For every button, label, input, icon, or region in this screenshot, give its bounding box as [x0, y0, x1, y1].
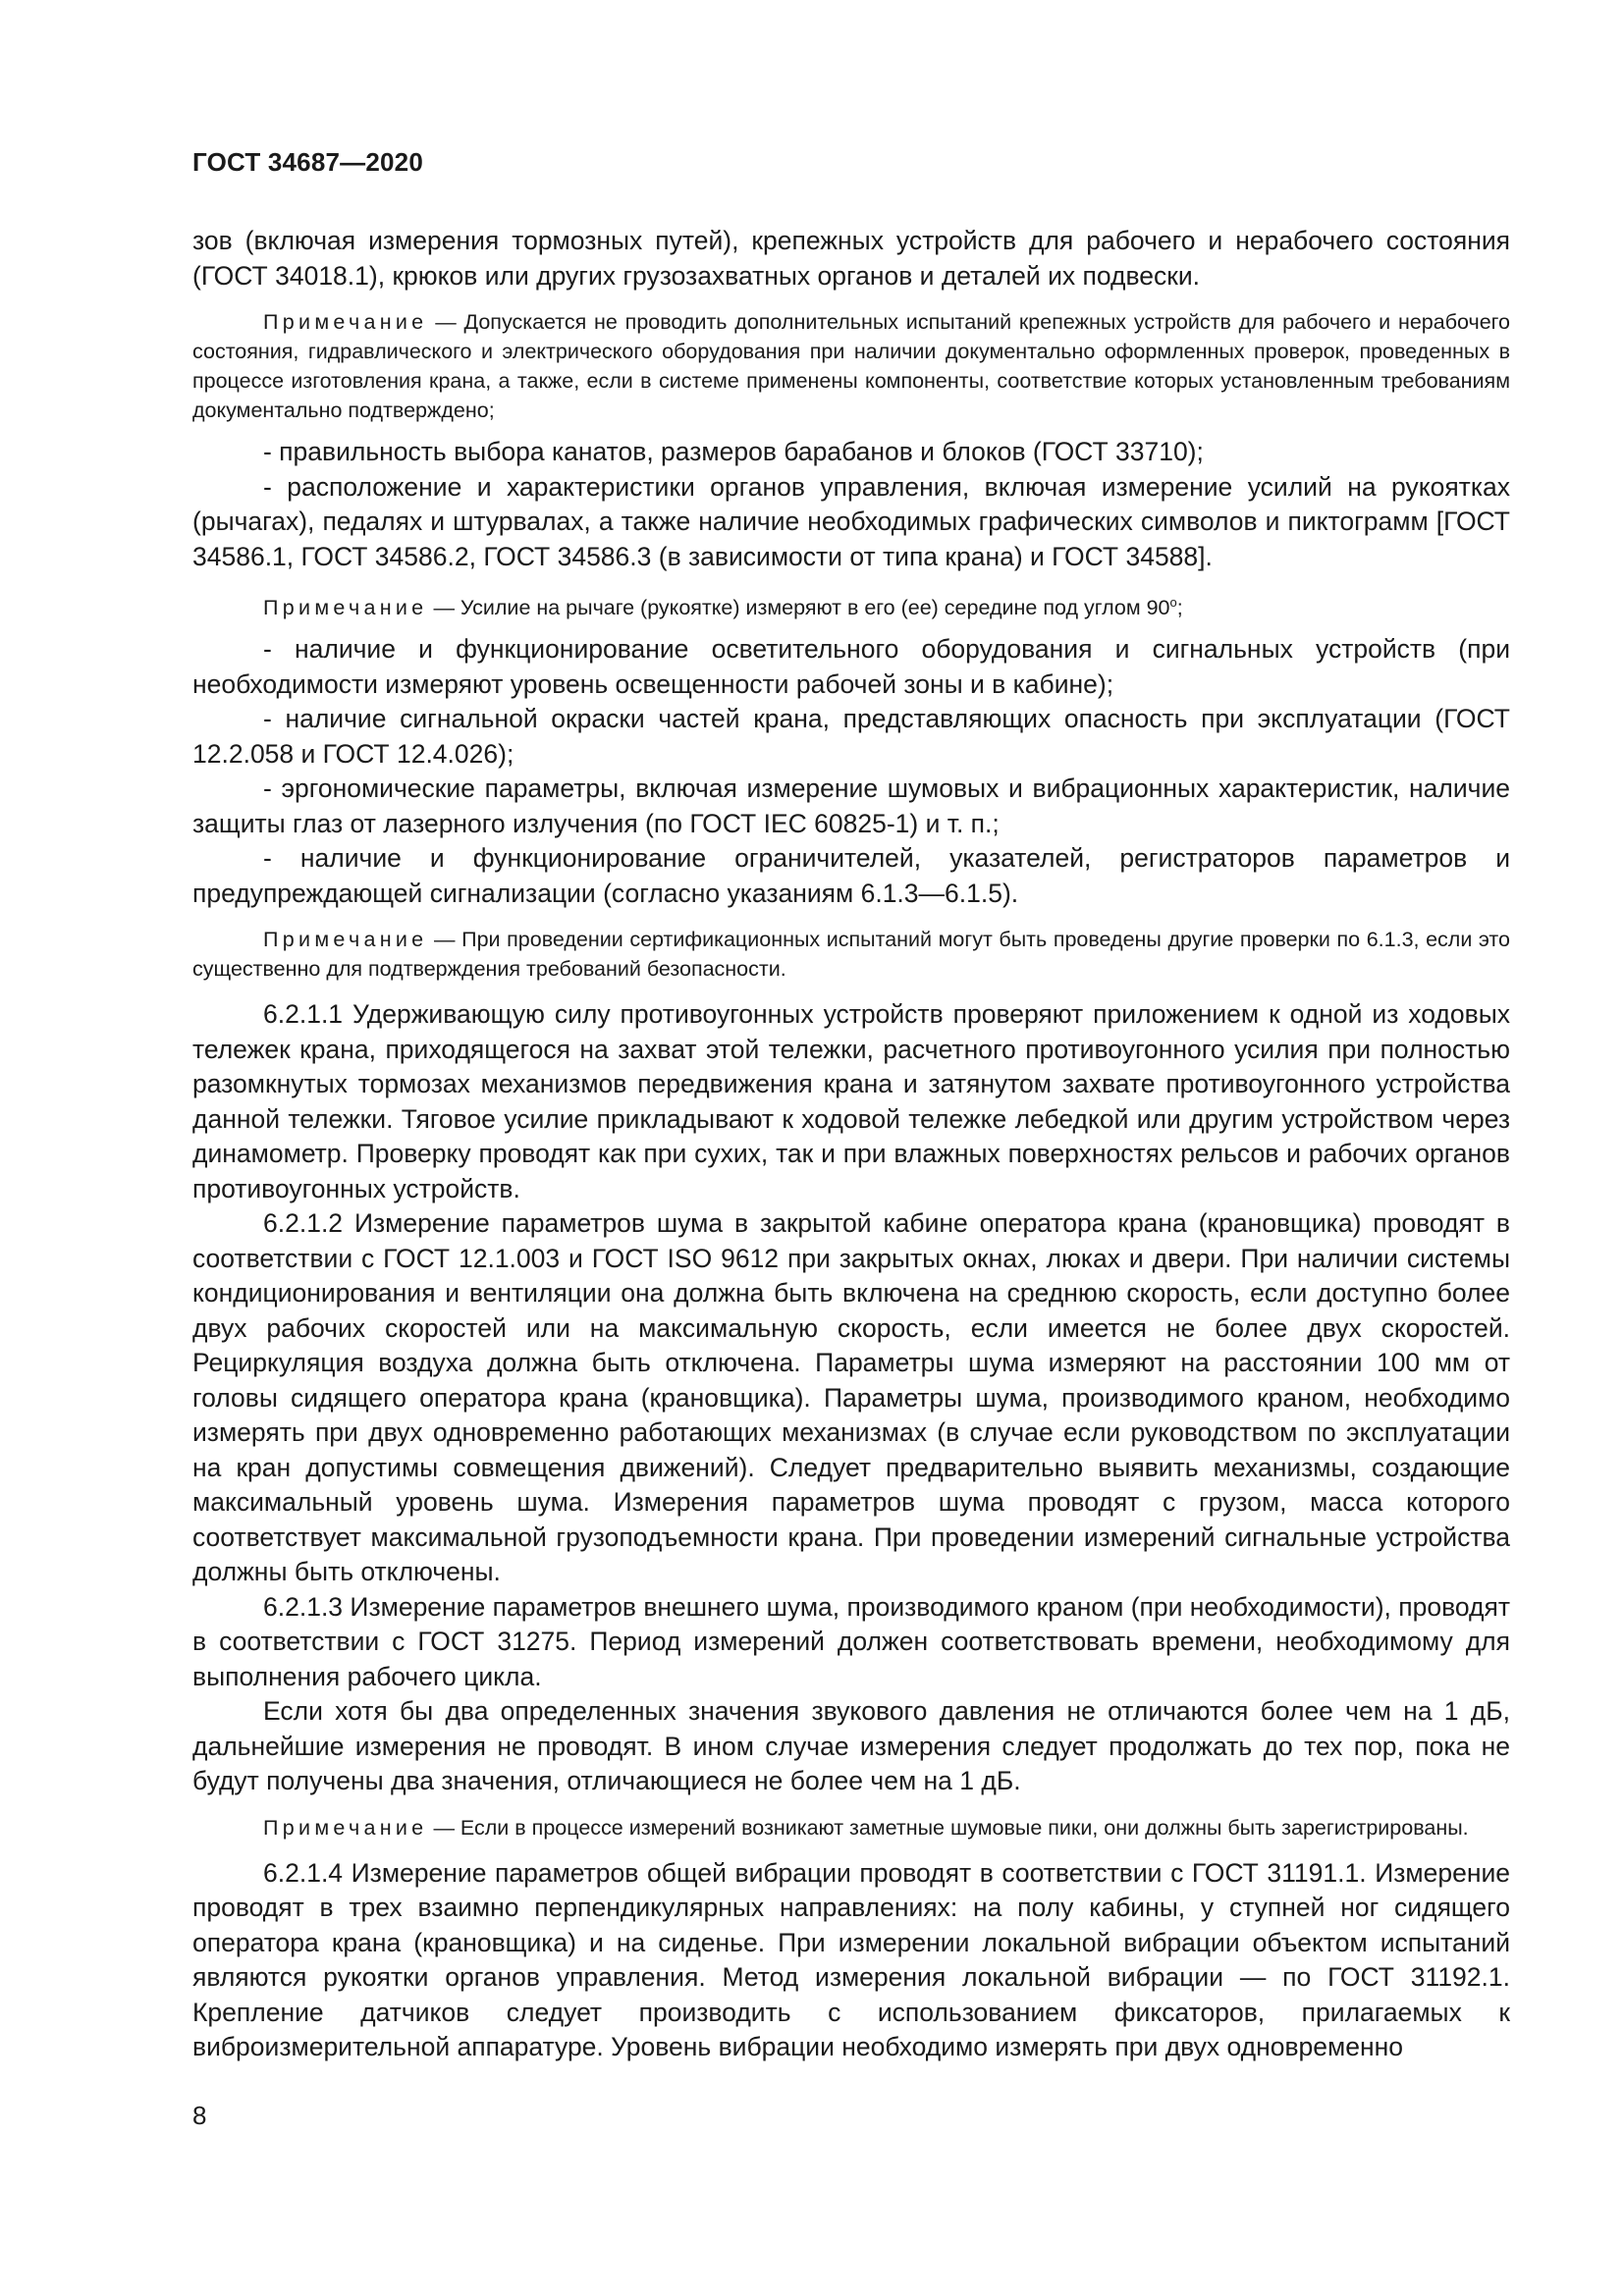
- note-2: [192, 588, 1510, 622]
- note-text: — Если в процессе измерений возникают заметные шумовые пики, они должны быть зарегистрированы.: [433, 1815, 1469, 1840]
- note-text: — При проведении сертификационных испытаний могут быть проведены другие проверки по 6.1.3, если это существенно для подтверждения требований безопасности.: [192, 928, 1510, 982]
- note-label: Примечание: [263, 596, 428, 620]
- note-text: — Допускается не проводить дополнительных испытаний крепежных устройств для рабочего и нерабочего состояния, гидравлического и электрического оборудования при наличии документально оформленных проверок, проведенных в процессе изготовления крана, а также, если в системе применены компоненты, соответствие которых установленным требованиям документально подтверждено;: [192, 310, 1510, 422]
- note-label: Примечание: [263, 310, 428, 334]
- document-header: ГОСТ 34687—2020: [192, 147, 423, 177]
- note-label: Примечание: [263, 1815, 428, 1840]
- page-number: 8: [192, 2101, 207, 2130]
- clause-6-2-1-3: 6.2.1.3 Измерение параметров внешнего шума, производимого краном (при необходимости), проводят в соответствии с ГОСТ 31275. Период измерений должен соответствовать времени, необходимому для выполнения рабочего цикла.: [192, 1591, 1510, 1691]
- clause-6-2-1-4: 6.2.1.4 Измерение параметров общей вибрации проводят в соответствии с ГОСТ 31191.1. Измерение проводят в трех взаимно перпендикулярных направлениях: на полу кабины, у ступней ног сидящего оператора крана (крановщика) и на сиденье. При измерении локальной вибрации объектом испытаний являются рукоятки органов управления. Метод измерения локальной вибрации — по ГОСТ 31192.1. Крепление датчиков следует производить с использованием фиксаторов, прилагаемых к виброизмерительной аппаратуре. Уровень вибрации необходимо измерять при двух одновременно: [192, 1857, 1510, 2062]
- list-item: - правильность выбора канатов, размеров барабанов и блоков (ГОСТ 33710);: [263, 437, 1204, 466]
- note-text: — Усилие на рычаге (рукоятке) измеряют в его (ее) середине под углом 90: [433, 596, 1170, 620]
- clause-6-2-1-2: 6.2.1.2 Измерение параметров шума в закрытой кабине оператора крана (крановщика) проводят в соответствии с ГОСТ 12.1.003 и ГОСТ ISO 9612 при закрытых окнах, люках и двери. При наличии системы кондиционирования и вентиляции она должна быть включена на среднюю скорость, если доступно более двух рабочих скоростей или на максимальную скорость, если имеется не более двух скоростей. Рециркуляция воздуха должна быть отключена. Параметры шума измеряют на расстоянии 100 мм от головы сидящего оператора крана (крановщика). Параметры шума, производимого краном, необходимо измерять при двух одновременно работающих механизмах (в случае если руководством по эксплуатации на кран допустимы совмещения движений). Следует предварительно выявить механизмы, создающие максимальный уровень шума. Измерения параметров шума проводят с грузом, масса которого соответствует максимальной грузоподъемности крана. При проведении измерений сигнальные устройства должны быть отключены.: [192, 1208, 1510, 1587]
- note-3: [192, 925, 1510, 984]
- list-item: - наличие и функционирование ограничителей, указателей, регистраторов параметров и предупреждающей сигнализации (согласно указаниям 6.1.3—6.1.5).: [192, 843, 1510, 908]
- list-item: - наличие и функционирование осветительного оборудования и сигнальных устройств (при необходимости измеряют уровень освещенности рабочей зоны и в кабине);: [192, 634, 1510, 699]
- paragraph-continuation: зов (включая измерения тормозных путей), крепежных устройств для рабочего и нерабочего состояния (ГОСТ 34018.1), крюков или других грузозахватных органов и деталей их подвески.: [192, 226, 1510, 291]
- paragraph: Если хотя бы два определенных значения звукового давления не отличаются более чем на 1 дБ, дальнейшие измерения не проводят. В ином случае измерения следует продолжать до тех пор, пока не будут получены два значения, отличающиеся не более чем на 1 дБ.: [192, 1696, 1510, 1796]
- note-1: [192, 307, 1510, 425]
- note-label: Примечание: [263, 928, 428, 952]
- note-text-end: ;: [1176, 596, 1183, 620]
- note-4: [192, 1813, 1510, 1842]
- document-body: [192, 224, 1510, 2065]
- list-item: - расположение и характеристики органов управления, включая измерение усилий на рукоятках (рычагах), педалях и штурвалах, а также наличие необходимых графических символов и пиктограмм [ГОСТ 34586.1, ГОСТ 34586.2, ГОСТ 34586.3 (в зависимости от типа крана) и ГОСТ 34588].: [192, 471, 1510, 571]
- clause-6-2-1-1: 6.2.1.1 Удерживающую силу противоугонных устройств проверяют приложением к одной из ходовых тележек крана, приходящегося на захват этой тележки, расчетного противоугонного усилия при полностью разомкнутых тормозах механизмов передвижения крана и затянутом захвате противоугонного устройства данной тележки. Тяговое усилие прикладывают к ходовой тележке лебедкой или другим устройством через динамометр. Проверку проводят как при сухих, так и при влажных поверхностях рельсов и рабочих органов противоугонных устройств.: [192, 999, 1510, 1203]
- list-item: - наличие сигнальной окраски частей крана, представляющих опасность при эксплуатации (ГОСТ 12.2.058 и ГОСТ 12.4.026);: [192, 704, 1510, 769]
- degree-sign: о: [1169, 595, 1177, 610]
- list-item: - эргономические параметры, включая измерение шумовых и вибрационных характеристик, наличие защиты глаз от лазерного излучения (по ГОСТ IEC 60825-1) и т. п.;: [192, 774, 1510, 838]
